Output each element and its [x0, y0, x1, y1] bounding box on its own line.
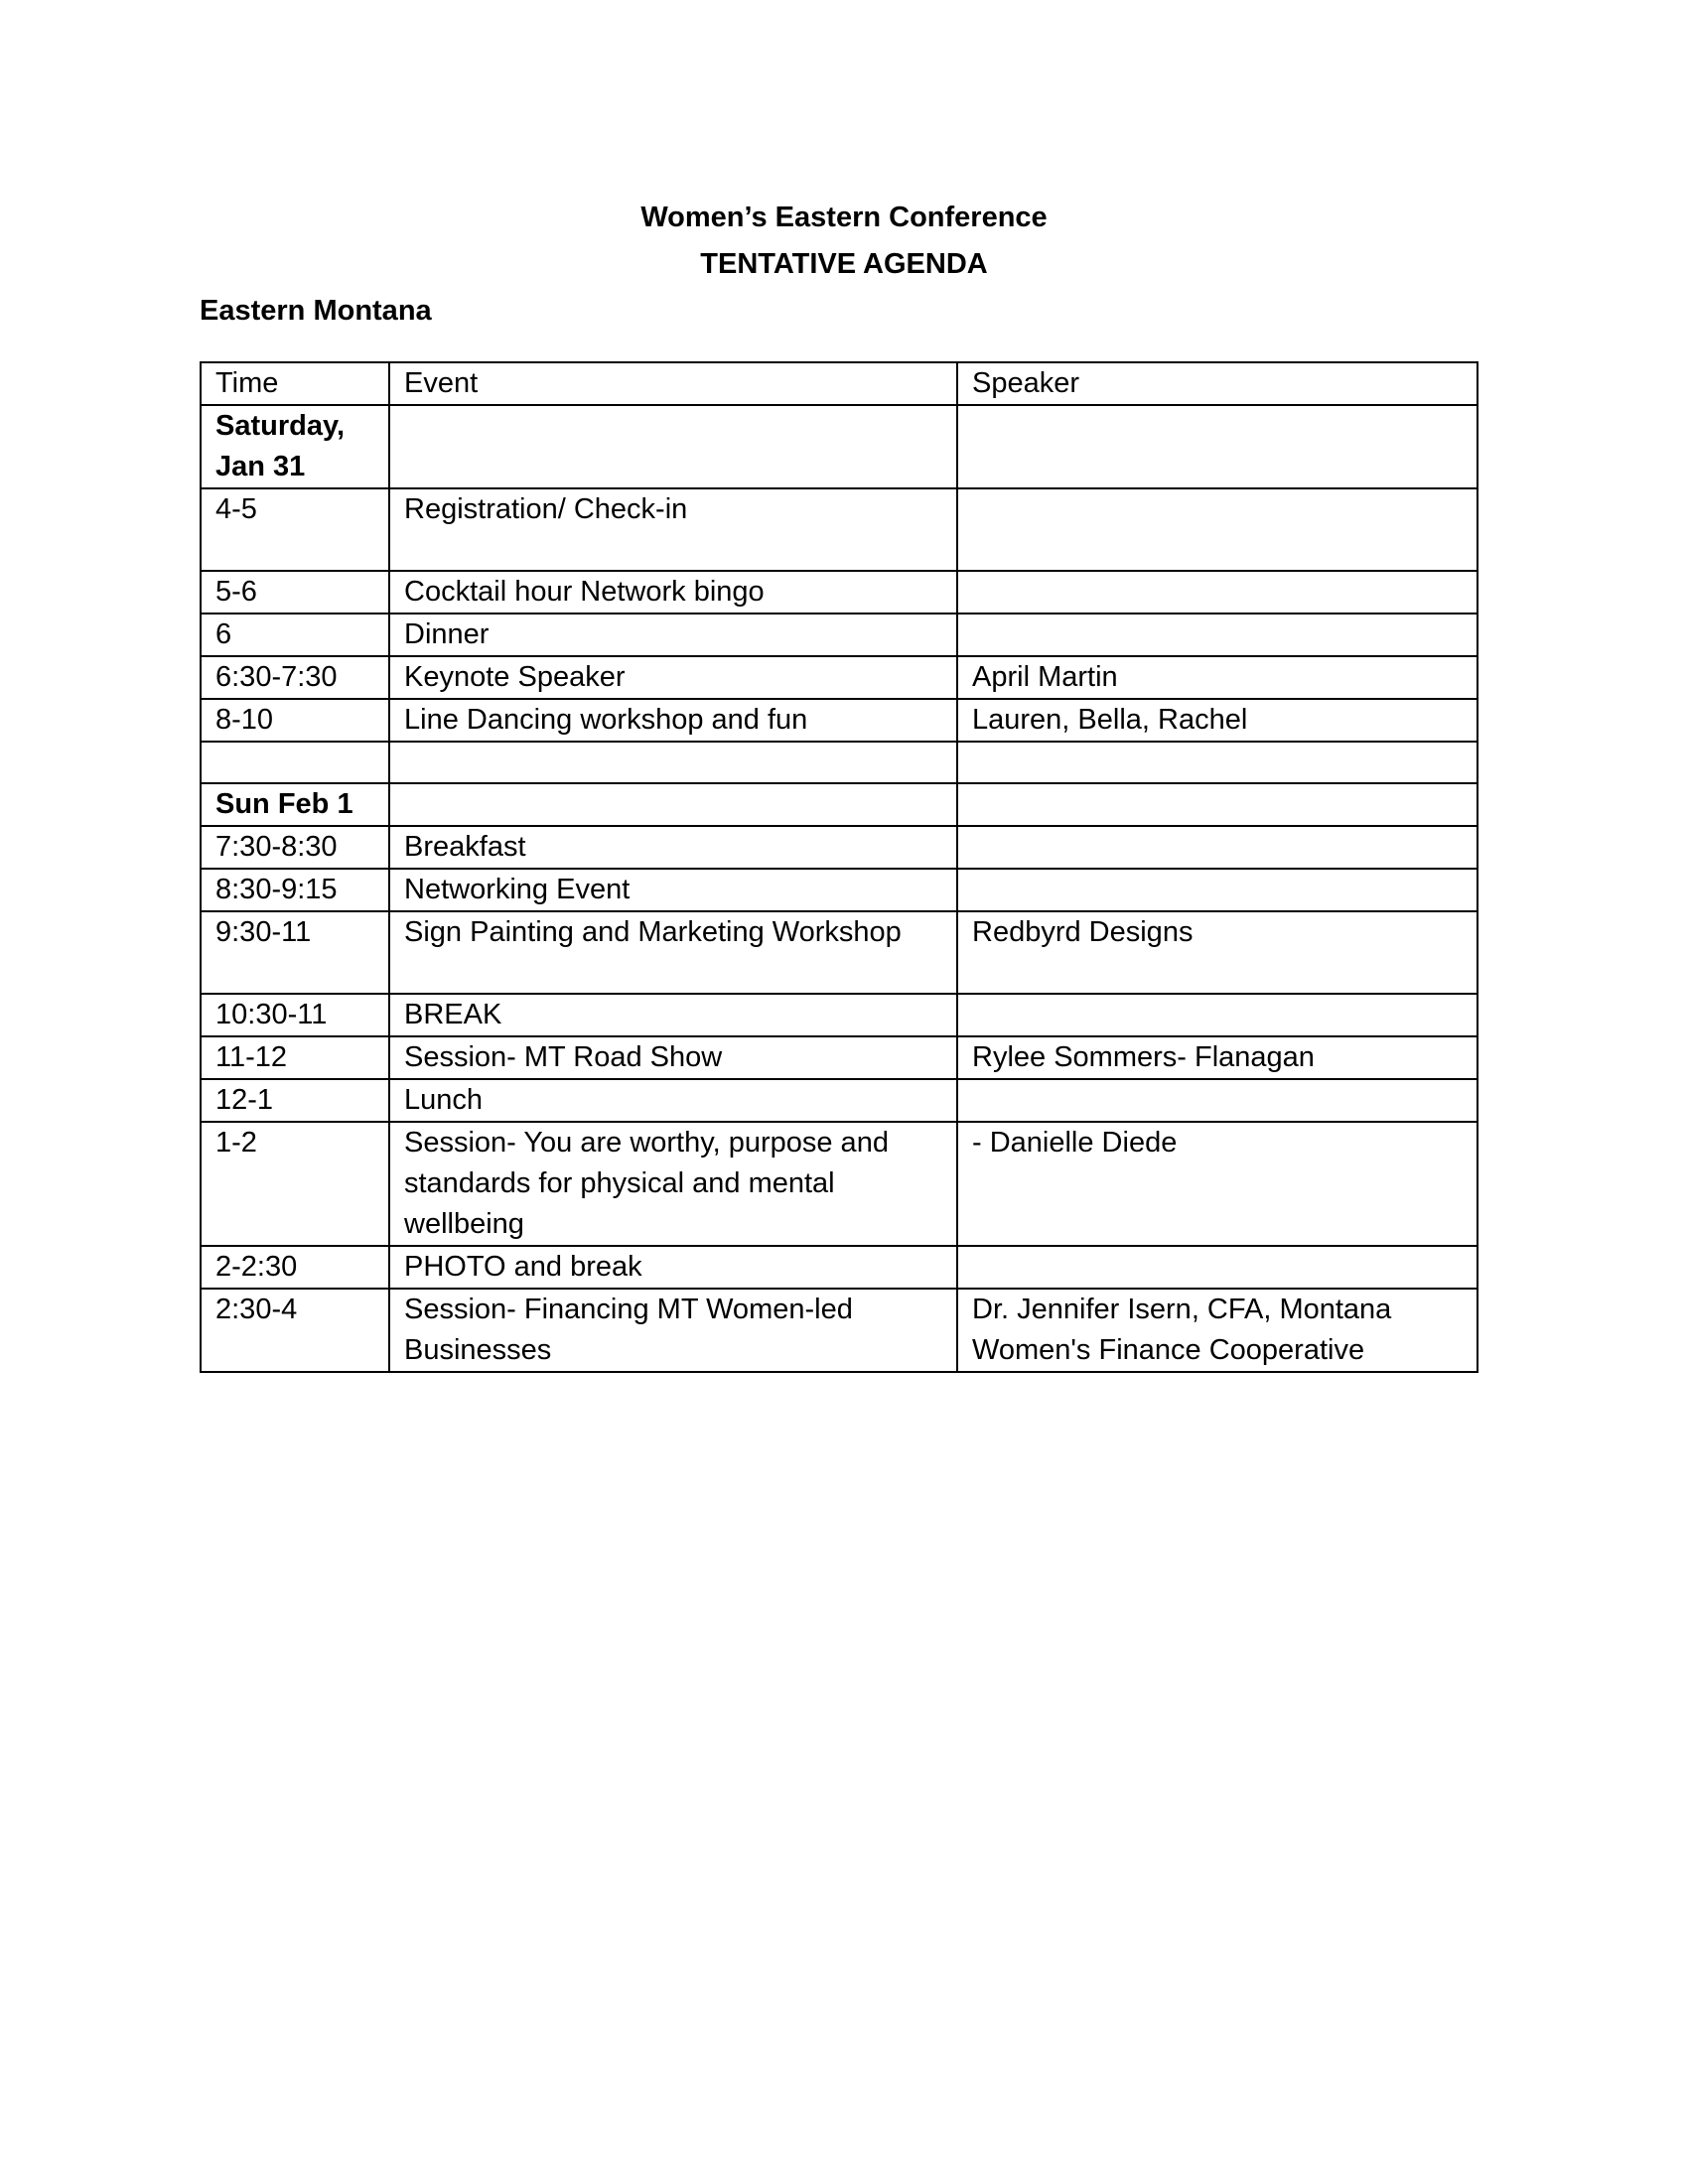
cell-speaker [957, 1079, 1477, 1122]
document-subtitle: TENTATIVE AGENDA [700, 248, 988, 280]
table-row [201, 656, 1477, 699]
table-row [201, 1122, 1477, 1246]
cell-time: 7:30-8:30 [201, 826, 389, 869]
cell-event: Lunch [389, 1079, 957, 1122]
cell-time: 9:30-11 [201, 911, 389, 994]
region-heading: Eastern Montana [200, 295, 432, 327]
table-row [201, 1246, 1477, 1289]
cell-time: 1-2 [201, 1122, 389, 1246]
cell-speaker: Dr. Jennifer Isern, CFA, Montana Women's Finance Cooperative [957, 1289, 1477, 1372]
cell-time: Saturday, Jan 31 [201, 405, 389, 488]
cell-speaker [957, 614, 1477, 656]
table-row [201, 1079, 1477, 1122]
table-row [201, 994, 1477, 1036]
cell-speaker: Redbyrd Designs [957, 911, 1477, 994]
agenda-table [200, 361, 1478, 1373]
cell-event [389, 405, 957, 488]
cell-speaker [957, 869, 1477, 911]
cell-event: Registration/ Check-in [389, 488, 957, 571]
cell-event: Sign Painting and Marketing Workshop [389, 911, 957, 994]
table-row-day-header [201, 783, 1477, 826]
column-header-time: Time [201, 362, 389, 405]
cell-event: BREAK [389, 994, 957, 1036]
cell-time: 6 [201, 614, 389, 656]
cell-speaker: Lauren, Bella, Rachel [957, 699, 1477, 742]
cell-time: 8-10 [201, 699, 389, 742]
table-row [201, 826, 1477, 869]
table-row [201, 488, 1477, 571]
cell-speaker [957, 488, 1477, 571]
table-header-row [201, 362, 1477, 405]
column-header-speaker: Speaker [957, 362, 1477, 405]
table-row [201, 869, 1477, 911]
table-row [201, 1289, 1477, 1372]
cell-time: 2:30-4 [201, 1289, 389, 1372]
column-header-event: Event [389, 362, 957, 405]
cell-time: 10:30-11 [201, 994, 389, 1036]
document-title: Women’s Eastern Conference [640, 202, 1048, 233]
cell-time: 6:30-7:30 [201, 656, 389, 699]
cell-event [389, 783, 957, 826]
cell-time: 2-2:30 [201, 1246, 389, 1289]
cell-time: Sun Feb 1 [201, 783, 389, 826]
cell-event: Cocktail hour Network bingo [389, 571, 957, 614]
table-row [201, 699, 1477, 742]
cell-event: Keynote Speaker [389, 656, 957, 699]
cell-event: Session- MT Road Show [389, 1036, 957, 1079]
cell-event: Line Dancing workshop and fun [389, 699, 957, 742]
cell-event: Networking Event [389, 869, 957, 911]
table-row-empty [201, 742, 1477, 783]
table-row [201, 911, 1477, 994]
cell-event: Breakfast [389, 826, 957, 869]
cell-event: Session- You are worthy, purpose and standards for physical and mental wellbeing [389, 1122, 957, 1246]
cell-time: 8:30-9:15 [201, 869, 389, 911]
cell-speaker [957, 571, 1477, 614]
table-row [201, 614, 1477, 656]
cell-speaker [957, 826, 1477, 869]
cell-time: 12-1 [201, 1079, 389, 1122]
cell-speaker [957, 1246, 1477, 1289]
cell-speaker [957, 994, 1477, 1036]
cell-time: 5-6 [201, 571, 389, 614]
table-row-day-header [201, 405, 1477, 488]
table-row [201, 571, 1477, 614]
cell-event [389, 742, 957, 783]
cell-time: 11-12 [201, 1036, 389, 1079]
cell-speaker [957, 742, 1477, 783]
cell-time: 4-5 [201, 488, 389, 571]
cell-time [201, 742, 389, 783]
cell-speaker [957, 405, 1477, 488]
cell-speaker: Rylee Sommers- Flanagan [957, 1036, 1477, 1079]
cell-speaker: April Martin [957, 656, 1477, 699]
table-row [201, 1036, 1477, 1079]
cell-speaker [957, 783, 1477, 826]
cell-event: Session- Financing MT Women-led Businesses [389, 1289, 957, 1372]
cell-event: Dinner [389, 614, 957, 656]
cell-event: PHOTO and break [389, 1246, 957, 1289]
cell-speaker: - Danielle Diede [957, 1122, 1477, 1246]
